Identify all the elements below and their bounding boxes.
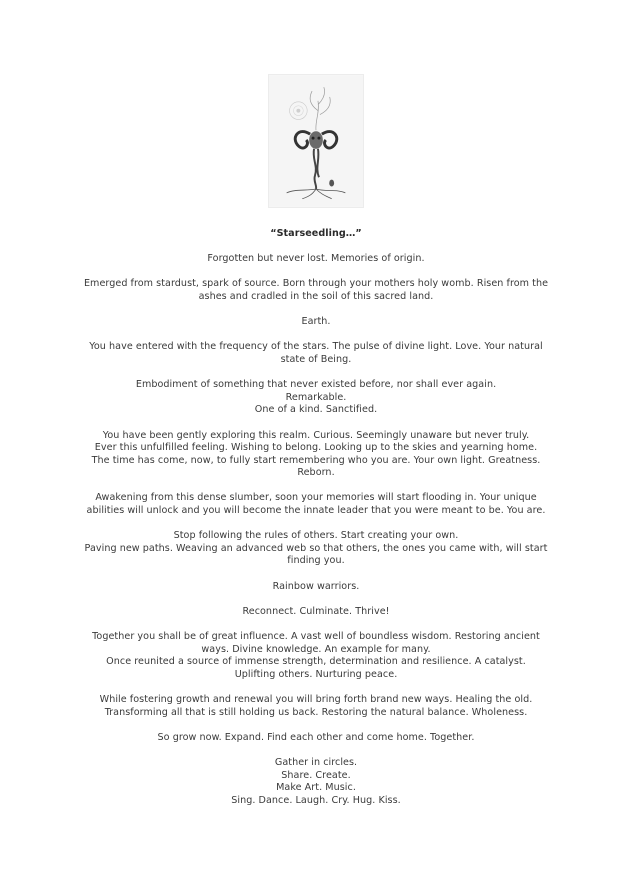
stanza [70,341,562,366]
poem-line: You have been gently exploring this realm. Curious. Seemingly unaware but never truly. [102,429,530,441]
stanza [70,606,562,619]
stanza [70,379,562,417]
ram-skull-tree-illustration-icon [269,75,363,207]
poem-line: Awakening from this dense slumber, soon your memories will start flooding in. Your unique [95,492,537,504]
poem-line: Sing. Dance. Laugh. Cry. Hug. Kiss. [231,794,401,806]
poem-line: ashes and cradled in the soil of this sacred land. [198,290,434,302]
poem-line: finding you. [287,555,345,567]
stanza [70,694,562,719]
poem-line: You have entered with the frequency of the stars. The pulse of divine light. Love. Your natural [89,341,543,353]
poem-line: One of a kind. Sanctified. [254,404,378,416]
poem-line: Transforming all that is still holding us back. Restoring the natural balance. Wholeness. [104,706,528,718]
poem-line: So grow now. Expand. Find each other and come home. Together. [157,731,475,743]
poem-line: The time has come, now, to fully start remembering who you are. Your own light. Greatness. [91,454,541,466]
poem-title: “Starseedling…” [270,228,362,239]
poem-line: Share. Create. [281,769,351,781]
poem-line: Emerged from stardust, spark of source. Born through your mothers holy womb. Risen from the [83,278,549,290]
poem-line: Earth. [301,316,331,328]
stanza [70,732,562,745]
poem [70,228,562,820]
poem-line: While fostering growth and renewal you will bring forth brand new ways. Healing the old. [99,693,533,705]
poem-line: Stop following the rules of others. Start creating your own. [173,530,459,542]
stanza [70,581,562,594]
poem-line: Gather in circles. [274,756,358,768]
poem-line: Rainbow warriors. [272,580,360,592]
stanza [70,492,562,517]
poem-line: Ever this unfulfilled feeling. Wishing to belong. Looking up to the skies and yearning home. [94,442,538,454]
stanza [70,757,562,807]
stanza [70,530,562,568]
poem-line: Embodiment of something that never existed before, nor shall ever again. [135,379,497,391]
stanza [70,316,562,329]
poem-line: state of Being. [280,353,352,365]
poem-line: Uplifting others. Nurturing peace. [234,668,398,680]
poem-line: abilities will unlock and you will become the innate leader that you were meant to be. You are. [86,505,546,517]
stanza [70,631,562,681]
poem-line: Make Art. Music. [276,782,356,794]
poem-line: Forgotten but never lost. Memories of origin. [207,253,425,265]
poem-line: Together you shall be of great influence. A vast well of boundless wisdom. Restoring ancient [92,631,540,642]
poem-line: Paving new paths. Weaving an advanced web so that others, the ones you came with, will start [84,542,548,554]
artwork-image [268,74,364,208]
stanza [70,253,562,266]
poem-line: Once reunited a source of immense strength, determination and resilience. A catalyst. [106,656,526,668]
poem-line: Reborn. [297,467,335,479]
poem-line: Remarkable. [285,391,347,403]
poem-line: ways. Divine knowledge. An example for many. [201,643,431,655]
poem-line: Reconnect. Culminate. Thrive! [242,605,390,617]
stanza [70,278,562,303]
stanza [70,430,562,480]
